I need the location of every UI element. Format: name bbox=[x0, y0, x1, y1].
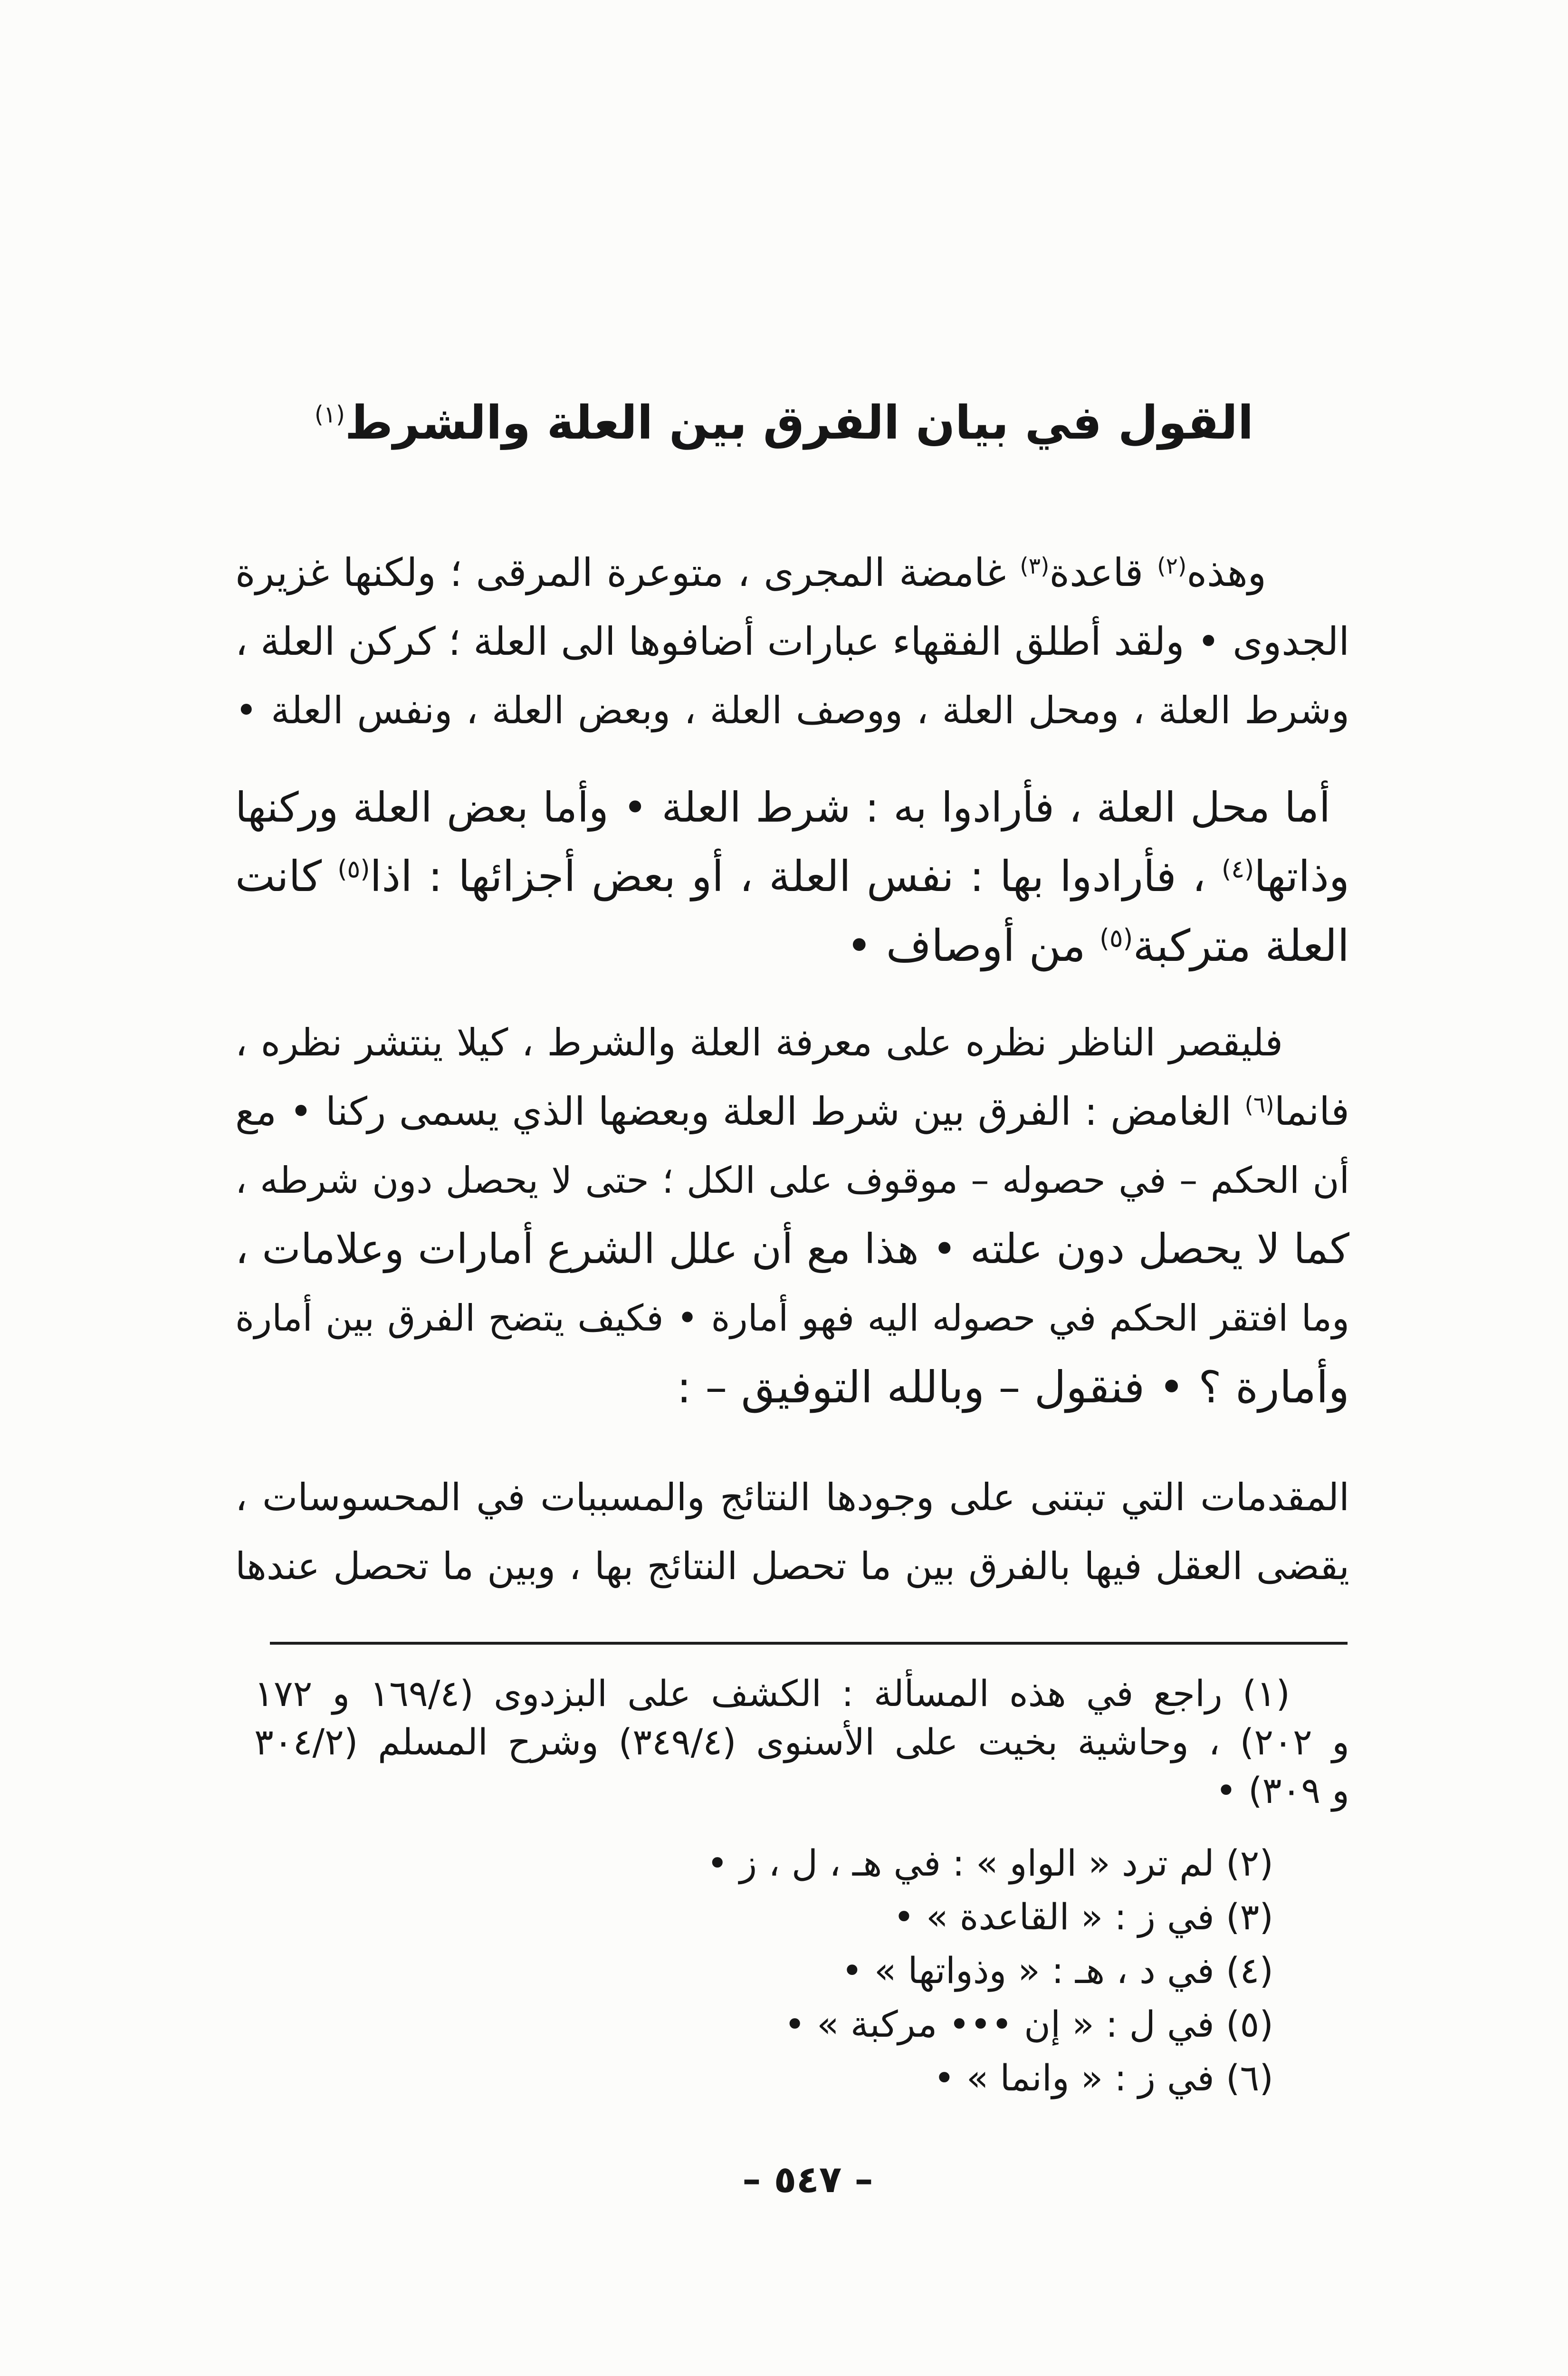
footnote-marker: (٤) bbox=[1222, 855, 1254, 884]
text-segment: أما محل العلة ، فأرادوا به : شرط العلة • وأما بعض العلة وركنها bbox=[235, 784, 1330, 832]
text-segment: الغامض : الفرق بين شرط العلة وبعضها الذي يسمى ركنا • مع bbox=[235, 1089, 1245, 1134]
paragraph bbox=[235, 774, 1349, 980]
footnote bbox=[254, 1997, 1349, 2051]
text-line bbox=[235, 1008, 1349, 1077]
text-segment: أن الحكم – في حصوله – موقوف على الكل ؛ حتى لا يحصل دون شرطه ، bbox=[235, 1159, 1349, 1202]
text-line bbox=[235, 1463, 1349, 1532]
text-line bbox=[235, 1215, 1349, 1284]
text-segment: وأمارة ؟ • فنقول – وبالله التوفيق – : bbox=[677, 1362, 1349, 1413]
text-line bbox=[235, 1353, 1349, 1422]
footnote bbox=[254, 1890, 1349, 1944]
footnote bbox=[254, 1669, 1349, 1815]
text-segment: الجدوى • ولقد أطلق الفقهاء عبارات أضافوها الى العلة ؛ كركن العلة ، bbox=[235, 619, 1349, 664]
footnote-line: (٦) في ز : « وانما » • bbox=[933, 2057, 1273, 2099]
footnote bbox=[254, 1836, 1349, 1890]
text-line bbox=[235, 676, 1349, 745]
text-segment: فليقصر الناظر نظره على معرفة العلة والشرط ، كيلا ينتشر نظره ، bbox=[235, 1021, 1283, 1064]
body-text bbox=[235, 0, 1349, 1616]
footnotes bbox=[254, 1669, 1349, 2105]
text-line bbox=[235, 774, 1349, 843]
footnote-line: (٢) لم ترد « الواو » : في هـ ، ل ، ز • bbox=[707, 1842, 1273, 1884]
text-segment: من أوصاف • bbox=[846, 920, 1100, 971]
footnote bbox=[254, 2051, 1349, 2105]
text-line bbox=[235, 1146, 1349, 1215]
page-title-text: القول في بيان الفرق بين العلة والشرط bbox=[344, 396, 1254, 450]
text-segment: وذاتها bbox=[1254, 852, 1349, 901]
page-number: – ٥٤٧ – bbox=[742, 2158, 873, 2201]
text-segment: ، فأرادوا بها : نفس العلة ، أو بعض أجزائها : اذا bbox=[370, 852, 1222, 901]
footnote-marker: (٥) bbox=[1099, 923, 1133, 953]
paragraph bbox=[235, 538, 1349, 745]
text-line bbox=[235, 1284, 1349, 1353]
footnote-marker: (٦) bbox=[1244, 1092, 1274, 1119]
text-segment: غامضة المجرى ، متوعرة المرقى ؛ ولكنها غزيرة bbox=[235, 550, 1020, 595]
text-segment: كما لا يحصل دون علته • هذا مع أن علل الشرع أمارات وعلامات ، bbox=[235, 1226, 1349, 1273]
footnote-separator-rule bbox=[270, 1642, 1348, 1645]
text-segment: العلة متركبة bbox=[1133, 920, 1349, 971]
footnote-line: (٥) في ل : « إن ••• مركبة » • bbox=[784, 2003, 1273, 2045]
text-segment: وشرط العلة ، ومحل العلة ، ووصف العلة ، وبعض العلة ، ونفس العلة • bbox=[235, 689, 1349, 732]
text-segment: فانما bbox=[1274, 1089, 1349, 1134]
footnote-line: (٣) في ز : « القاعدة » • bbox=[893, 1896, 1273, 1938]
text-line bbox=[235, 843, 1349, 911]
text-segment: وما افتقر الحكم في حصوله اليه فهو أمارة • فكيف يتضح الفرق بين أمارة bbox=[235, 1297, 1349, 1340]
paragraph bbox=[235, 1008, 1349, 1422]
footnote bbox=[254, 1944, 1349, 1997]
footnote-marker: (٢) bbox=[1157, 553, 1187, 580]
text-line bbox=[235, 1532, 1349, 1601]
text-segment: قاعدة bbox=[1049, 550, 1157, 595]
text-line bbox=[235, 1077, 1349, 1146]
text-segment: وهذه bbox=[1186, 550, 1266, 595]
text-line bbox=[235, 911, 1349, 980]
text-line bbox=[235, 607, 1349, 676]
text-segment: المقدمات التي تبتنى على وجودها النتائج والمسببات في المحسوسات ، bbox=[235, 1475, 1349, 1519]
text-segment: كانت bbox=[235, 852, 338, 901]
text-line bbox=[235, 538, 1349, 607]
footnote-line: و ٢٠٢) ، وحاشية بخيت على الأسنوى (٣٤٩/٤) وشرح المسلم (٣٠٤/٢ bbox=[254, 1721, 1349, 1763]
text-segment: يقضى العقل فيها بالفرق بين ما تحصل النتائج بها ، وبين ما تحصل عندها bbox=[235, 1544, 1349, 1588]
footnote-marker: (٥) bbox=[337, 855, 370, 884]
footnote-line: و ٣٠٩) • bbox=[1215, 1769, 1349, 1811]
footnote-line: (١) راجع في هذه المسألة : الكشف على البزدوى (١٦٩/٤ و ١٧٢ bbox=[254, 1672, 1290, 1715]
footnote-line: (٤) في د ، هـ : « وذواتها » • bbox=[841, 1949, 1273, 1992]
footnote-marker: (٣) bbox=[1020, 553, 1050, 580]
paragraph bbox=[235, 1463, 1349, 1601]
title-footnote-marker: (١) bbox=[314, 401, 345, 428]
